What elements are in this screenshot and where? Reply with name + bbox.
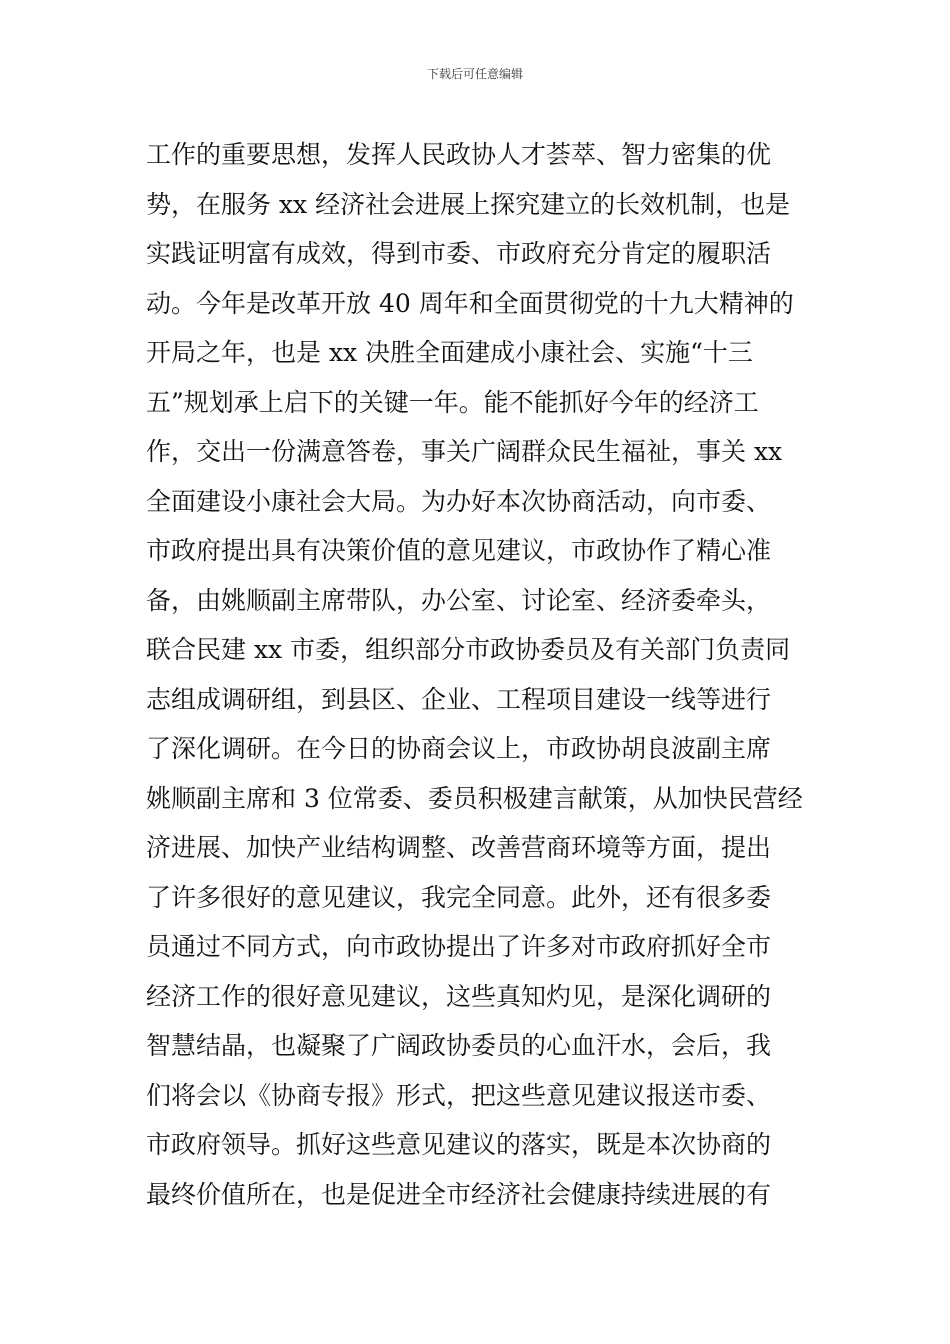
text-line: 济进展、加快产业结构调整、改善营商环境等方面，提出 bbox=[146, 833, 772, 862]
text-line: 市政府领导。抓好这些意见建议的落实，既是本次协商的 bbox=[146, 1130, 772, 1159]
text-line: 们将会以《协商专报》形式，把这些意见建议报送市委、 bbox=[146, 1080, 772, 1110]
text-line: 全面建设小康社会大局。为办好本次协商活动，向市委、 bbox=[146, 486, 772, 516]
text-line: 开局之年，也是 xx 决胜全面建成小康社会、实施“十三 bbox=[146, 338, 753, 367]
text-line: 势，在服务 xx 经济社会进展上探究建立的长效机制，也是 bbox=[146, 189, 791, 219]
text-line: 了许多很好的意见建议，我完全同意。此外，还有很多委 bbox=[146, 882, 772, 912]
text-line: 市政府提出具有决策价值的意见建议，市政协作了精心准 bbox=[146, 536, 772, 565]
text-line: 经济工作的很好意见建议，这些真知灼见，是深化调研的 bbox=[146, 981, 772, 1011]
text-line: 智慧结晶，也凝聚了广阔政协委员的心血汗水，会后，我 bbox=[146, 1031, 772, 1060]
text-line: 工作的重要思想，发挥人民政协人才荟萃、智力密集的优 bbox=[146, 140, 772, 169]
text-line: 动。今年是改革开放 40 周年和全面贯彻党的十九大精神的 bbox=[146, 288, 794, 318]
text-line: 备，由姚顺副主席带队，办公室、讨论室、经济委牵头， bbox=[146, 585, 772, 615]
text-line: 了深化调研。在今日的协商会议上，市政协胡良波副主席 bbox=[146, 734, 772, 763]
page-header: 下载后可任意编辑 bbox=[426, 67, 523, 81]
text-line: 志组成调研组，到县区、企业、工程项目建设一线等进行 bbox=[146, 684, 772, 714]
text-line: 作，交出一份满意答卷，事关广阔群众民生福祉，事关 xx bbox=[146, 437, 783, 466]
text-line: 实践证明富有成效，得到市委、市政府充分肯定的履职活 bbox=[146, 239, 772, 268]
text-line: 最终价值所在，也是促进全市经济社会健康持续进展的有 bbox=[146, 1179, 772, 1209]
text-line: 联合民建 xx 市委，组织部分市政协委员及有关部门负责同 bbox=[146, 635, 791, 664]
body-paragraph bbox=[146, 130, 816, 1219]
text-line: 员通过不同方式，向市政协提出了许多对市政府抓好全市 bbox=[146, 932, 772, 961]
text-line: 五”规划承上启下的关键一年。能不能抓好今年的经济工 bbox=[146, 387, 759, 417]
text-line: 姚顺副主席和 3 位常委、委员积极建言献策，从加快民营经 bbox=[146, 783, 803, 813]
